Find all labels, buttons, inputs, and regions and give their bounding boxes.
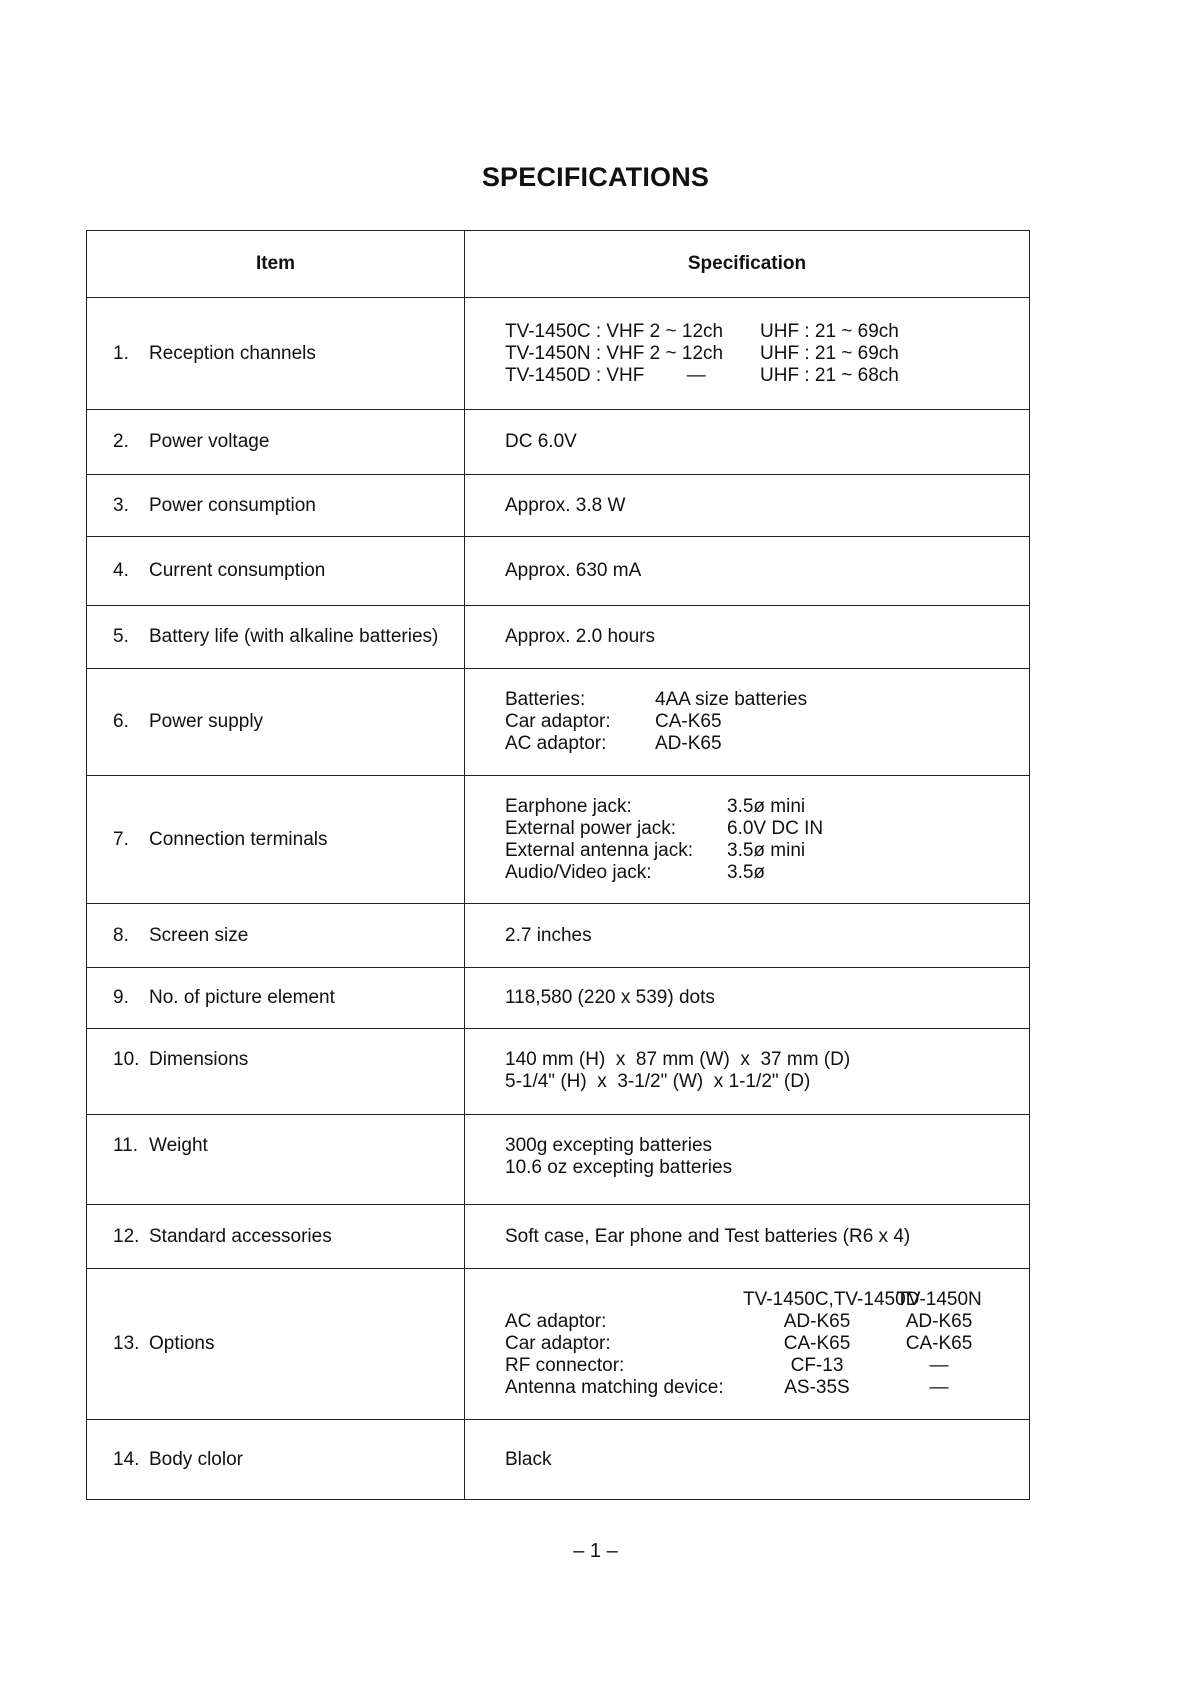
page-title: SPECIFICATIONS — [481, 162, 710, 192]
item-cell — [87, 669, 465, 776]
column-header-specification: Specification — [465, 231, 1030, 298]
option-key: Antenna matching device: — [505, 1377, 724, 1398]
spec-value: Black — [465, 1420, 1030, 1500]
option-value: — — [929, 1355, 949, 1376]
option-key: Car adaptor: — [505, 1333, 611, 1354]
item-number: 9. — [113, 987, 129, 1008]
table-row — [87, 968, 1030, 1029]
item-number: 5. — [113, 626, 129, 647]
table-row — [87, 475, 1030, 537]
weight-imperial: 10.6 oz excepting batteries — [505, 1157, 733, 1178]
table-row — [87, 669, 1030, 776]
item-cell — [87, 776, 465, 904]
table-row — [87, 298, 1030, 410]
weight-metric: 300g excepting batteries — [505, 1135, 713, 1156]
supply-value: AD-K65 — [655, 733, 722, 754]
supply-value: 4AA size batteries — [655, 689, 808, 710]
item-label: Weight — [149, 1135, 208, 1156]
table-row — [87, 1420, 1030, 1500]
option-value: AD-K65 — [783, 1311, 851, 1332]
item-label: Screen size — [149, 924, 249, 946]
item-cell — [87, 1420, 465, 1500]
item-label: Standard accessories — [149, 1225, 332, 1247]
terminal-key: External antenna jack: — [505, 839, 694, 861]
channel-uhf: UHF : 21 ~ 69ch — [760, 320, 899, 342]
options-column-header: TV-1450N — [896, 1289, 982, 1310]
item-number: 7. — [113, 828, 129, 850]
channel-vhf: TV-1450C : VHF 2 ~ 12ch — [505, 320, 724, 342]
item-label: Body clolor — [149, 1448, 243, 1470]
item-label: Power voltage — [149, 431, 270, 452]
option-value: CF-13 — [790, 1355, 844, 1376]
options-blank-header — [505, 1289, 743, 1311]
item-cell — [87, 410, 465, 475]
option-value: CA-K65 — [905, 1333, 973, 1354]
item-number: 3. — [113, 494, 129, 516]
item-cell — [87, 904, 465, 968]
item-number: 2. — [113, 431, 129, 452]
item-label: Battery life (with alkaline batteries) — [149, 626, 439, 647]
item-number: 11. — [113, 1135, 139, 1156]
table-row — [87, 1205, 1030, 1269]
option-value: — — [929, 1377, 949, 1398]
spec-value: Approx. 3.8 W — [465, 475, 1030, 537]
supply-key: AC adaptor: — [505, 733, 607, 754]
item-label: Current consumption — [149, 560, 326, 581]
spec-value: Approx. 630 mA — [465, 537, 1030, 606]
spec-cell — [465, 1029, 1030, 1115]
item-cell — [87, 1269, 465, 1420]
item-cell — [87, 475, 465, 537]
option-key: RF connector: — [505, 1355, 625, 1376]
terminal-key: External power jack: — [505, 817, 677, 839]
reception-channel-list — [505, 321, 1029, 387]
channel-uhf: UHF : 21 ~ 69ch — [760, 342, 899, 364]
item-cell — [87, 537, 465, 606]
item-cell — [87, 298, 465, 410]
options-column-header: TV-1450C,TV-1450D — [743, 1289, 920, 1310]
item-label: Power supply — [149, 711, 264, 732]
item-cell — [87, 606, 465, 669]
supply-value: CA-K65 — [655, 711, 722, 732]
power-supply-list — [505, 689, 1029, 755]
table-row — [87, 537, 1030, 606]
item-cell — [87, 1205, 465, 1269]
spec-cell — [465, 1115, 1030, 1205]
item-cell — [87, 1115, 465, 1205]
dimension-imperial: 5-1/4" (H) x 3-1/2" (W) x 1-1/2" (D) — [505, 1071, 811, 1092]
option-value: CA-K65 — [783, 1333, 851, 1354]
item-label: Options — [149, 1333, 215, 1354]
channel-uhf: UHF : 21 ~ 68ch — [760, 364, 899, 386]
item-number: 8. — [113, 924, 129, 946]
item-cell — [87, 1029, 465, 1115]
terminal-value: 3.5ø mini — [727, 795, 806, 817]
item-label: Power consumption — [149, 494, 316, 516]
column-header-item: Item — [87, 231, 465, 298]
option-value: AS-35S — [784, 1377, 850, 1398]
table-row — [87, 606, 1030, 669]
supply-key: Batteries: — [505, 689, 586, 710]
terminal-value: 6.0V DC IN — [727, 817, 824, 839]
channel-vhf: TV-1450D : VHF — — [505, 364, 706, 386]
spec-value: Soft case, Ear phone and Test batteries (R6 x 4) — [465, 1205, 1030, 1269]
terminal-value: 3.5ø mini — [727, 839, 806, 861]
table-header-row — [87, 231, 1030, 298]
table-row — [87, 1269, 1030, 1420]
item-label: Dimensions — [149, 1049, 249, 1070]
table-row — [87, 410, 1030, 475]
item-label: Connection terminals — [149, 828, 328, 850]
page-number: – 1 – — [573, 1540, 618, 1562]
item-number: 4. — [113, 560, 129, 581]
item-label: No. of picture element — [149, 987, 335, 1008]
option-value: AD-K65 — [905, 1311, 973, 1332]
spec-cell — [465, 1269, 1030, 1420]
item-number: 13. — [113, 1333, 140, 1354]
supply-key: Car adaptor: — [505, 711, 611, 732]
spec-value: DC 6.0V — [465, 410, 1030, 475]
spec-cell — [465, 776, 1030, 904]
terminal-key: Earphone jack: — [505, 795, 632, 817]
spec-value: 118,580 (220 x 539) dots — [465, 968, 1030, 1029]
options-list — [505, 1289, 1029, 1399]
item-number: 1. — [113, 342, 129, 364]
spec-cell — [465, 669, 1030, 776]
terminal-key: Audio/Video jack: — [505, 861, 652, 883]
item-label: Reception channels — [149, 342, 316, 364]
table-row — [87, 776, 1030, 904]
spec-cell — [465, 298, 1030, 410]
item-number: 12. — [113, 1225, 140, 1247]
spec-value: 2.7 inches — [465, 904, 1030, 968]
channel-vhf: TV-1450N : VHF 2 ~ 12ch — [505, 342, 724, 364]
table-row — [87, 1029, 1030, 1115]
item-number: 14. — [113, 1448, 140, 1470]
connection-terminal-list — [505, 796, 1029, 884]
specifications-table — [86, 230, 1030, 1500]
item-number: 6. — [113, 711, 129, 732]
dimension-metric: 140 mm (H) x 87 mm (W) x 37 mm (D) — [505, 1049, 851, 1070]
table-row — [87, 904, 1030, 968]
item-number: 10. — [113, 1049, 140, 1070]
item-cell — [87, 968, 465, 1029]
spec-value: Approx. 2.0 hours — [465, 606, 1030, 669]
table-row — [87, 1115, 1030, 1205]
terminal-value: 3.5ø — [727, 861, 766, 883]
option-key: AC adaptor: — [505, 1311, 607, 1332]
